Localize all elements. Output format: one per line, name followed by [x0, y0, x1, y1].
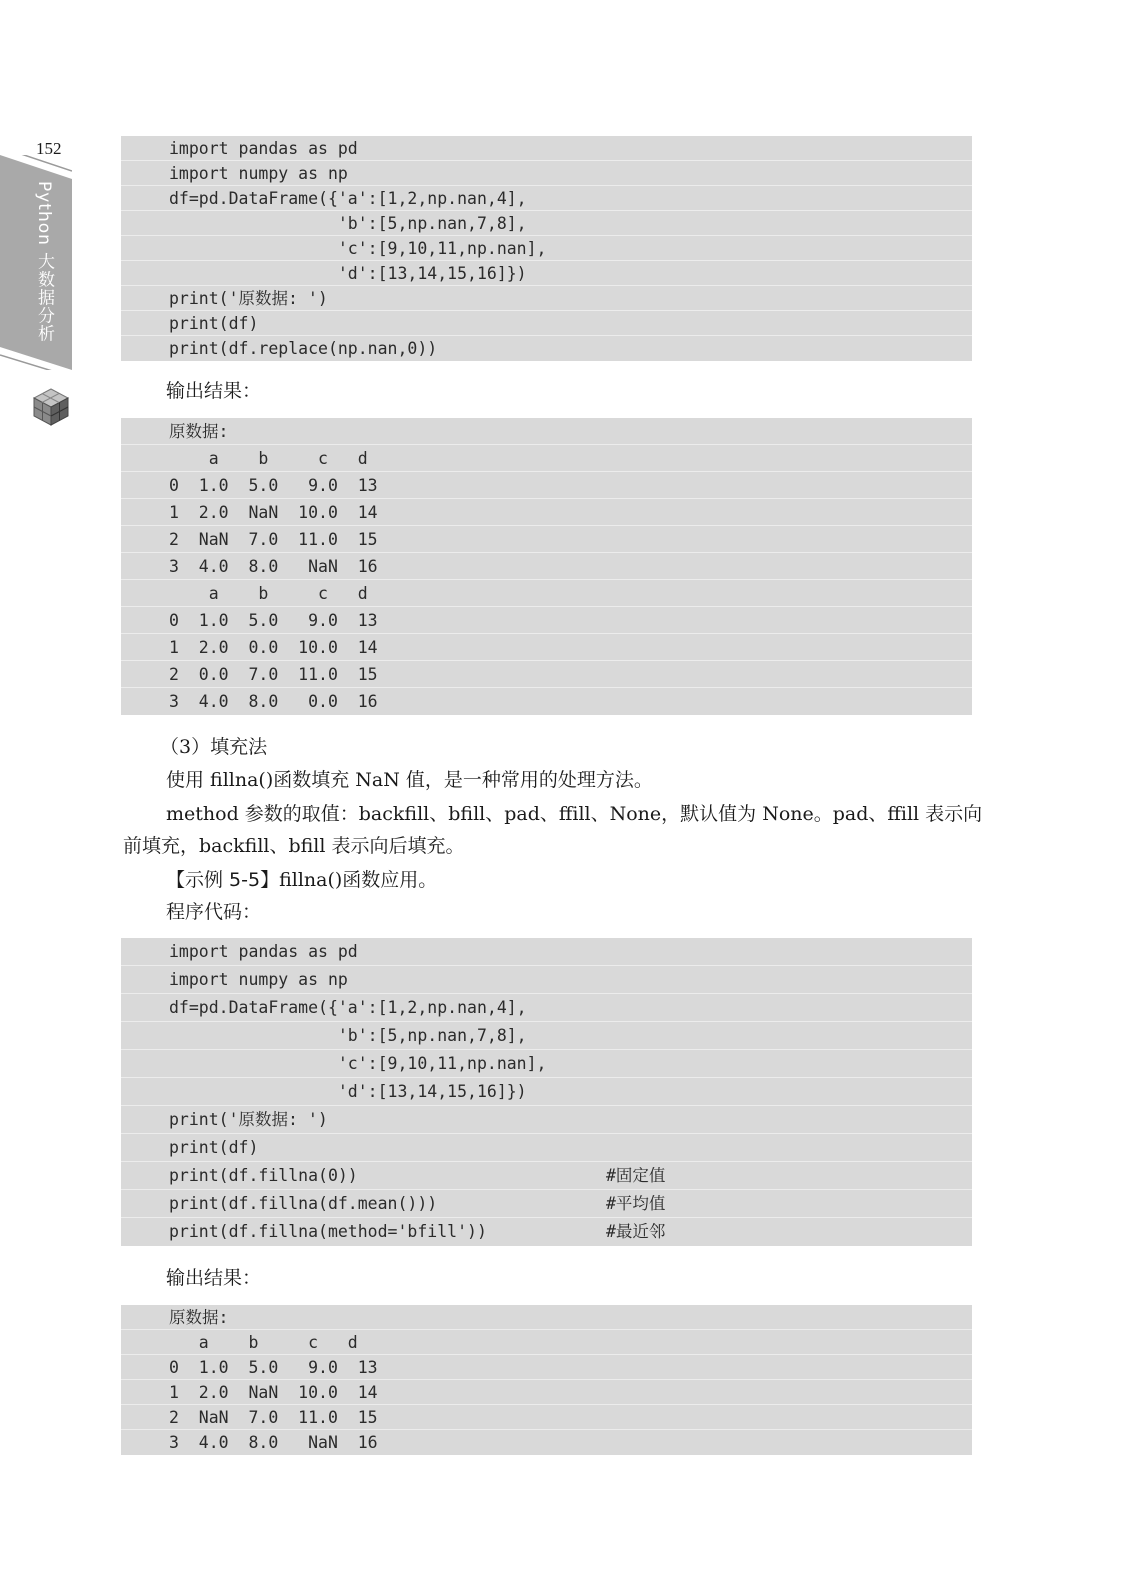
code-line: 'b':[5,np.nan,7,8], — [121, 211, 972, 236]
code-text: print(df.fillna(0)) — [169, 1166, 358, 1185]
code-line — [121, 1190, 972, 1218]
code-line: df=pd.DataFrame({'a':[1,2,np.nan,4], — [121, 186, 972, 211]
code-text: import pandas as pd — [169, 942, 358, 961]
example-text: fillna()函数应用。 — [279, 869, 438, 891]
code-line — [121, 938, 972, 966]
output-line: 原数据: — [121, 1305, 972, 1330]
output-block-replace — [121, 418, 972, 715]
output-line: 1 2.0 NaN 10.0 14 — [121, 499, 972, 526]
code-block-replace — [121, 136, 972, 361]
output-line: 3 4.0 8.0 NaN 16 — [169, 1433, 378, 1452]
side-chapter-tab — [0, 155, 72, 365]
code-line — [121, 1050, 972, 1078]
code-text: print(df) — [169, 1138, 259, 1157]
code-text: 'c':[9,10,11,np.nan], — [169, 1054, 547, 1073]
code-line — [121, 1078, 972, 1106]
code-comment: #最近邻 — [606, 1222, 666, 1241]
section-heading: （3）填充法 — [160, 736, 268, 758]
code-text: 'd':[13,14,15,16]}) — [169, 1082, 527, 1101]
code-line — [121, 1022, 972, 1050]
output-label-2: 输出结果： — [166, 1267, 262, 1289]
output-line: 2 NaN 7.0 11.0 15 — [121, 526, 972, 553]
output-line: 1 2.0 0.0 10.0 14 — [121, 634, 972, 661]
code-line: print(df.replace(np.nan,0)) — [169, 339, 438, 358]
output-line: 1 2.0 NaN 10.0 14 — [121, 1380, 972, 1405]
output-line: 0 1.0 5.0 9.0 13 — [121, 607, 972, 634]
code-comment: #固定值 — [606, 1166, 666, 1185]
output-line: a b c d — [121, 1330, 972, 1355]
code-line: 'c':[9,10,11,np.nan], — [121, 236, 972, 261]
code-line: print(df) — [121, 311, 972, 336]
code-text: print(df.fillna(df.mean())) — [169, 1194, 438, 1213]
code-label: 程序代码： — [166, 901, 262, 923]
code-comment: #平均值 — [606, 1194, 666, 1213]
output-block-fillna — [121, 1305, 972, 1455]
code-line — [121, 1134, 972, 1162]
code-block-fillna — [121, 938, 972, 1246]
output-line: a b c d — [121, 445, 972, 472]
example-label: 【示例 5-5】 — [166, 869, 280, 891]
code-line — [121, 1218, 972, 1246]
code-line: 'd':[13,14,15,16]}) — [121, 261, 972, 286]
output-line: a b c d — [121, 580, 972, 607]
example-heading — [166, 870, 437, 890]
paragraph: 前填充，backfill、bfill 表示向后填充。 — [123, 835, 465, 857]
rubik-cube-icon — [30, 386, 72, 428]
code-line: print('原数据: ') — [121, 286, 972, 311]
code-text: import numpy as np — [169, 970, 348, 989]
output-line: 3 4.0 8.0 0.0 16 — [169, 692, 378, 711]
output-line: 0 1.0 5.0 9.0 13 — [121, 1355, 972, 1380]
code-line — [121, 1162, 972, 1190]
code-line: import pandas as pd — [121, 136, 972, 161]
code-line — [121, 994, 972, 1022]
output-line: 原数据: — [121, 418, 972, 445]
output-line: 2 0.0 7.0 11.0 15 — [121, 661, 972, 688]
code-text: print(df.fillna(method='bfill')) — [169, 1222, 487, 1241]
paragraph: 使用 fillna()函数填充 NaN 值，是一种常用的处理方法。 — [166, 769, 653, 791]
code-text: df=pd.DataFrame({'a':[1,2,np.nan,4], — [169, 998, 527, 1017]
output-label-1: 输出结果： — [166, 380, 262, 402]
side-tab-title: Python 大数据分析 — [34, 181, 54, 343]
output-line: 2 NaN 7.0 11.0 15 — [121, 1405, 972, 1430]
output-line: 3 4.0 8.0 NaN 16 — [121, 553, 972, 580]
code-line — [121, 966, 972, 994]
code-line: import numpy as np — [121, 161, 972, 186]
code-line — [121, 1106, 972, 1134]
code-text: 'b':[5,np.nan,7,8], — [169, 1026, 527, 1045]
page-number: 152 — [36, 139, 62, 158]
output-line: 0 1.0 5.0 9.0 13 — [121, 472, 972, 499]
paragraph: method 参数的取值：backfill、bfill、pad、ffill、None，默认值为 None。pad、ffill 表示向 — [166, 803, 983, 825]
code-text: print('原数据: ') — [169, 1110, 328, 1129]
